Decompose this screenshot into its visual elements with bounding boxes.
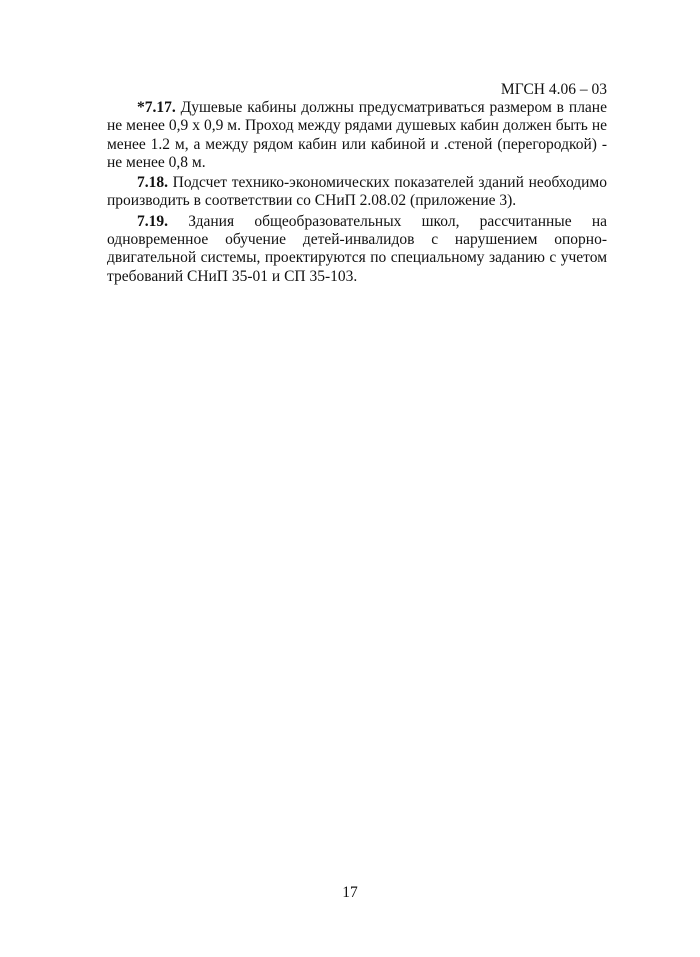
paragraph-number: 7.19. bbox=[137, 212, 168, 230]
document-code: МГСН 4.06 – 03 bbox=[500, 81, 607, 98]
paragraph-7-17 bbox=[107, 99, 607, 172]
document-body bbox=[107, 99, 607, 288]
paragraph-7-19 bbox=[107, 213, 607, 286]
page-number: 17 bbox=[342, 884, 358, 901]
paragraph-number: *7.17. bbox=[137, 99, 176, 116]
paragraph-text: Здания общеобразовательных школ, рассчитанные на одновременное обучение детей-инвалидов с нарушением опорно-двигательной системы, проектируются по специальному заданию с учетом требований СНиП 35-01 и СП 35-103. bbox=[107, 212, 607, 285]
paragraph-number: 7.18. bbox=[137, 174, 168, 192]
paragraph-text: Подсчет технико-экономических показателей зданий необходимо производить в соответствии со СНиП 2.08.02 (приложение 3). bbox=[107, 174, 607, 210]
paragraph-7-18 bbox=[107, 174, 607, 211]
paragraph-text: Душевые кабины должны предусматриваться размером в плане не менее 0,9 х 0,9 м. Проход между рядами душевых кабин должен быть не менее 1.2 м, а между рядом кабин или кабиной и .стеной (перегородкой) - не менее 0,8 м. bbox=[107, 99, 607, 171]
